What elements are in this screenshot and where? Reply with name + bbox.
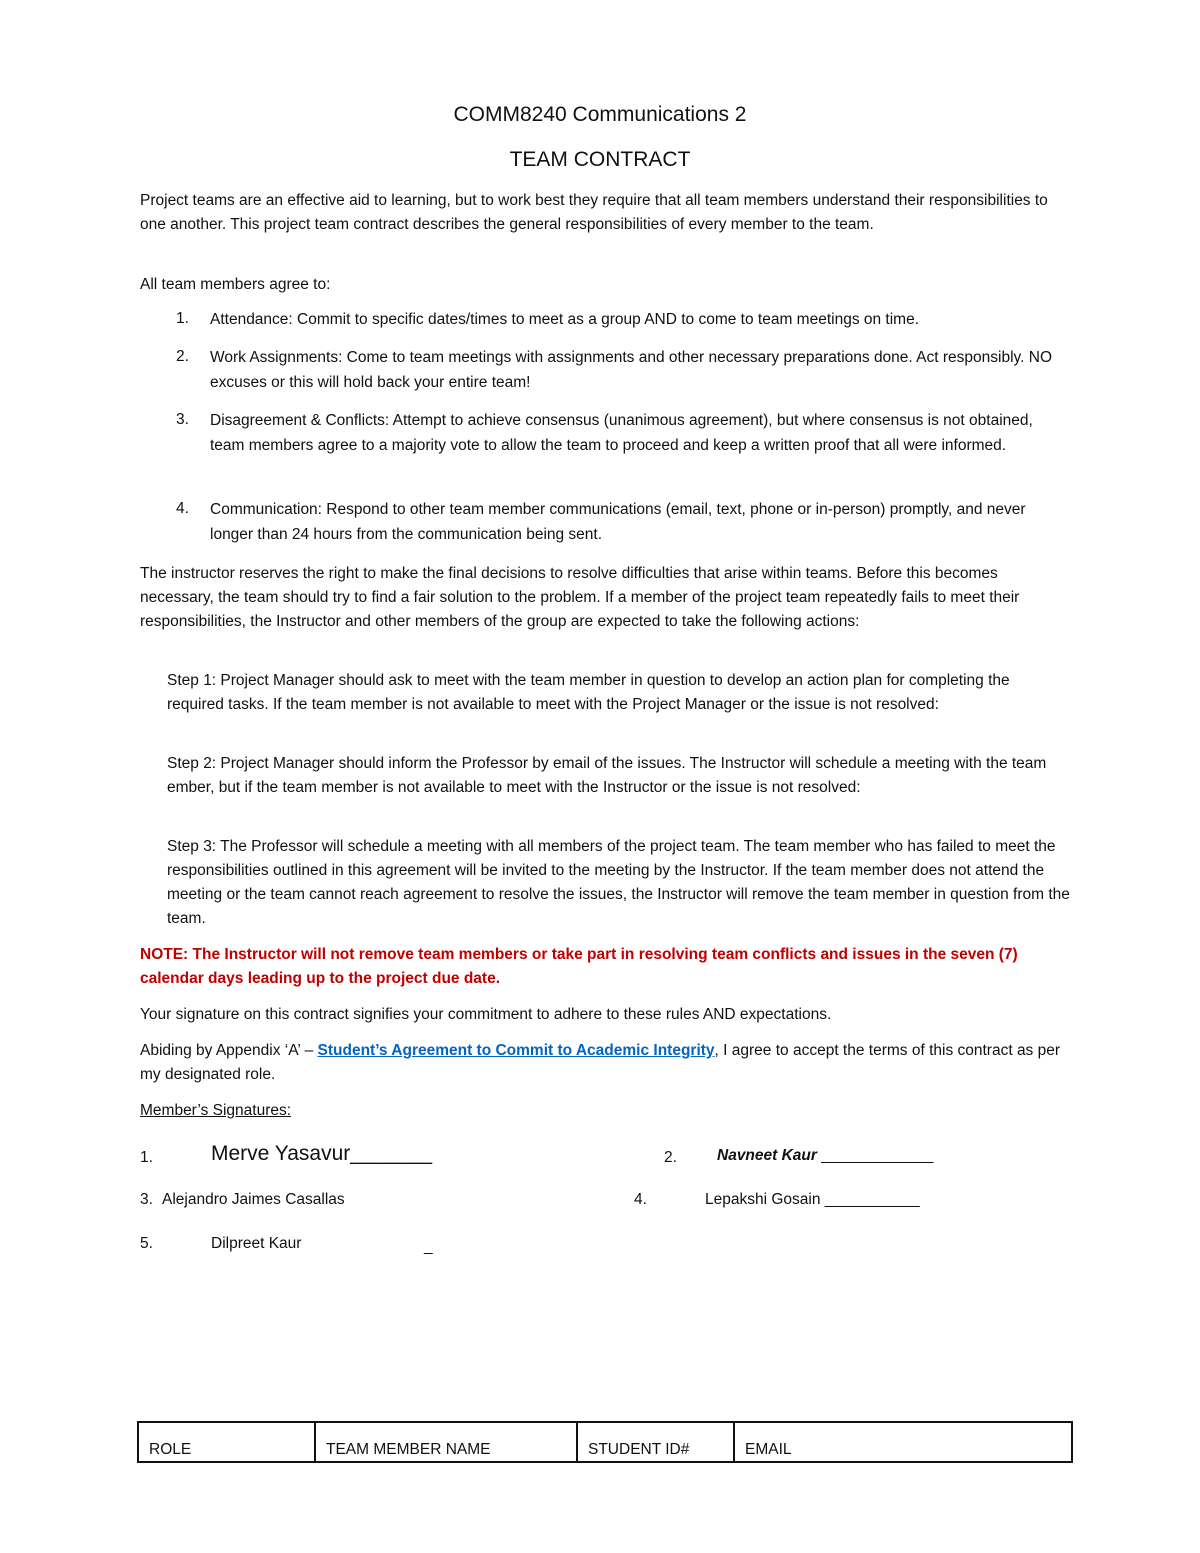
signature-number: 2. bbox=[664, 1149, 677, 1166]
term-work-assignments: Work Assignments: Come to team meetings with assignments and other necessary preparations done. Act responsibly. NO excuses or this will hold back your entire team! bbox=[210, 349, 1052, 391]
signature-number: 5. bbox=[140, 1235, 153, 1252]
commitment-statement: Your signature on this contract signifies your commitment to adhere to these rules AND expectations. bbox=[140, 1006, 832, 1023]
signature-4 bbox=[705, 1191, 920, 1209]
header-student-id: STUDENT ID# bbox=[577, 1422, 734, 1462]
signature-2-line: _____________ bbox=[821, 1147, 934, 1164]
term-number: 4. bbox=[176, 500, 189, 517]
term-number: 2. bbox=[176, 348, 189, 365]
term-communication: Communication: Respond to other team member communications (email, text, phone or in-person) promptly, and never longer than 24 hours from the communication being sent. bbox=[210, 501, 1026, 543]
term-number: 3. bbox=[176, 411, 189, 428]
signature-2 bbox=[717, 1147, 933, 1165]
signature-5-line: _ bbox=[424, 1238, 433, 1255]
signature-1-name: Merve Yasavur_______ bbox=[211, 1142, 433, 1165]
term-disagreement: Disagreement & Conflicts: Attempt to achieve consensus (unanimous agreement), but where consensus is not obtained, team members agree to a majority vote to allow the team to proceed and keep a written proof that all were informed. bbox=[210, 412, 1033, 454]
header-role: ROLE bbox=[138, 1422, 315, 1462]
signature-number: 1. bbox=[140, 1149, 153, 1166]
agree-heading: All team members agree to: bbox=[140, 276, 331, 293]
academic-integrity-link[interactable]: Student’s Agreement to Commit to Academic Integrity bbox=[317, 1042, 715, 1059]
signature-3-name: Alejandro Jaimes Casallas bbox=[162, 1191, 345, 1208]
table-header-row bbox=[138, 1422, 1072, 1462]
abiding-text-before: Abiding by Appendix ‘A’ – bbox=[140, 1042, 318, 1059]
step-3: Step 3: The Professor will schedule a meeting with all members of the project team. The team member who has failed to meet the responsibilities outlined in this agreement will be invited to the meeting by the Instructor. If the team member does not attend the meeting or the team cannot reach agreement to resolve the issues, the Instructor will remove the team member in question from the team. bbox=[167, 838, 1070, 927]
step-2: Step 2: Project Manager should inform the Professor by email of the issues. The Instructor will schedule a meeting with the team ember, but if the team member is not available to meet with the Instructor or the issue is not resolved: bbox=[167, 755, 1047, 796]
document-title: TEAM CONTRACT bbox=[509, 148, 691, 171]
signature-4-line: ___________ bbox=[824, 1191, 920, 1208]
term-attendance: Attendance: Commit to specific dates/times to meet as a group AND to come to team meetings on time. bbox=[210, 311, 920, 328]
header-email: EMAIL bbox=[734, 1422, 1072, 1462]
note-warning: NOTE: The Instructor will not remove team members or take part in resolving team conflicts and issues in the seven (7) calendar days leading up to the project due date. bbox=[140, 946, 1018, 987]
signature-5-name: Dilpreet Kaur bbox=[211, 1235, 302, 1252]
term-number: 1. bbox=[176, 310, 189, 327]
signature-4-name: Lepakshi Gosain bbox=[705, 1191, 821, 1208]
signature-number: 3. bbox=[140, 1191, 153, 1208]
course-title: COMM8240 Communications 2 bbox=[453, 103, 747, 126]
signature-2-name: Navneet Kaur bbox=[717, 1147, 817, 1164]
signature-number: 4. bbox=[634, 1191, 647, 1208]
step-1: Step 1: Project Manager should ask to meet with the team member in question to develop an action plan for completing the required tasks. If the team member is not available to meet with the Project Manager or the issue is not resolved: bbox=[167, 672, 1010, 713]
signatures-heading: Member’s Signatures: bbox=[140, 1102, 292, 1119]
instructor-paragraph: The instructor reserves the right to make the final decisions to resolve difficulties that arise within teams. Before this becomes necessary, the team should try to find a fair solution to the problem. If a member of the project team repeatedly fails to meet their responsibilities, the Instructor and other members of the group are expected to take the following actions: bbox=[140, 565, 1020, 630]
role-table bbox=[137, 1421, 1073, 1463]
abiding-statement bbox=[140, 1039, 1070, 1087]
intro-paragraph: Project teams are an effective aid to learning, but to work best they require that all team members understand their responsibilities to one another. This project team contract describes the general responsibilities of every member to the team. bbox=[140, 192, 1048, 233]
header-team-member-name: TEAM MEMBER NAME bbox=[315, 1422, 577, 1462]
abiding-text-after: , I agree to accept the terms of this contract as per my designated role. bbox=[140, 1042, 1061, 1083]
